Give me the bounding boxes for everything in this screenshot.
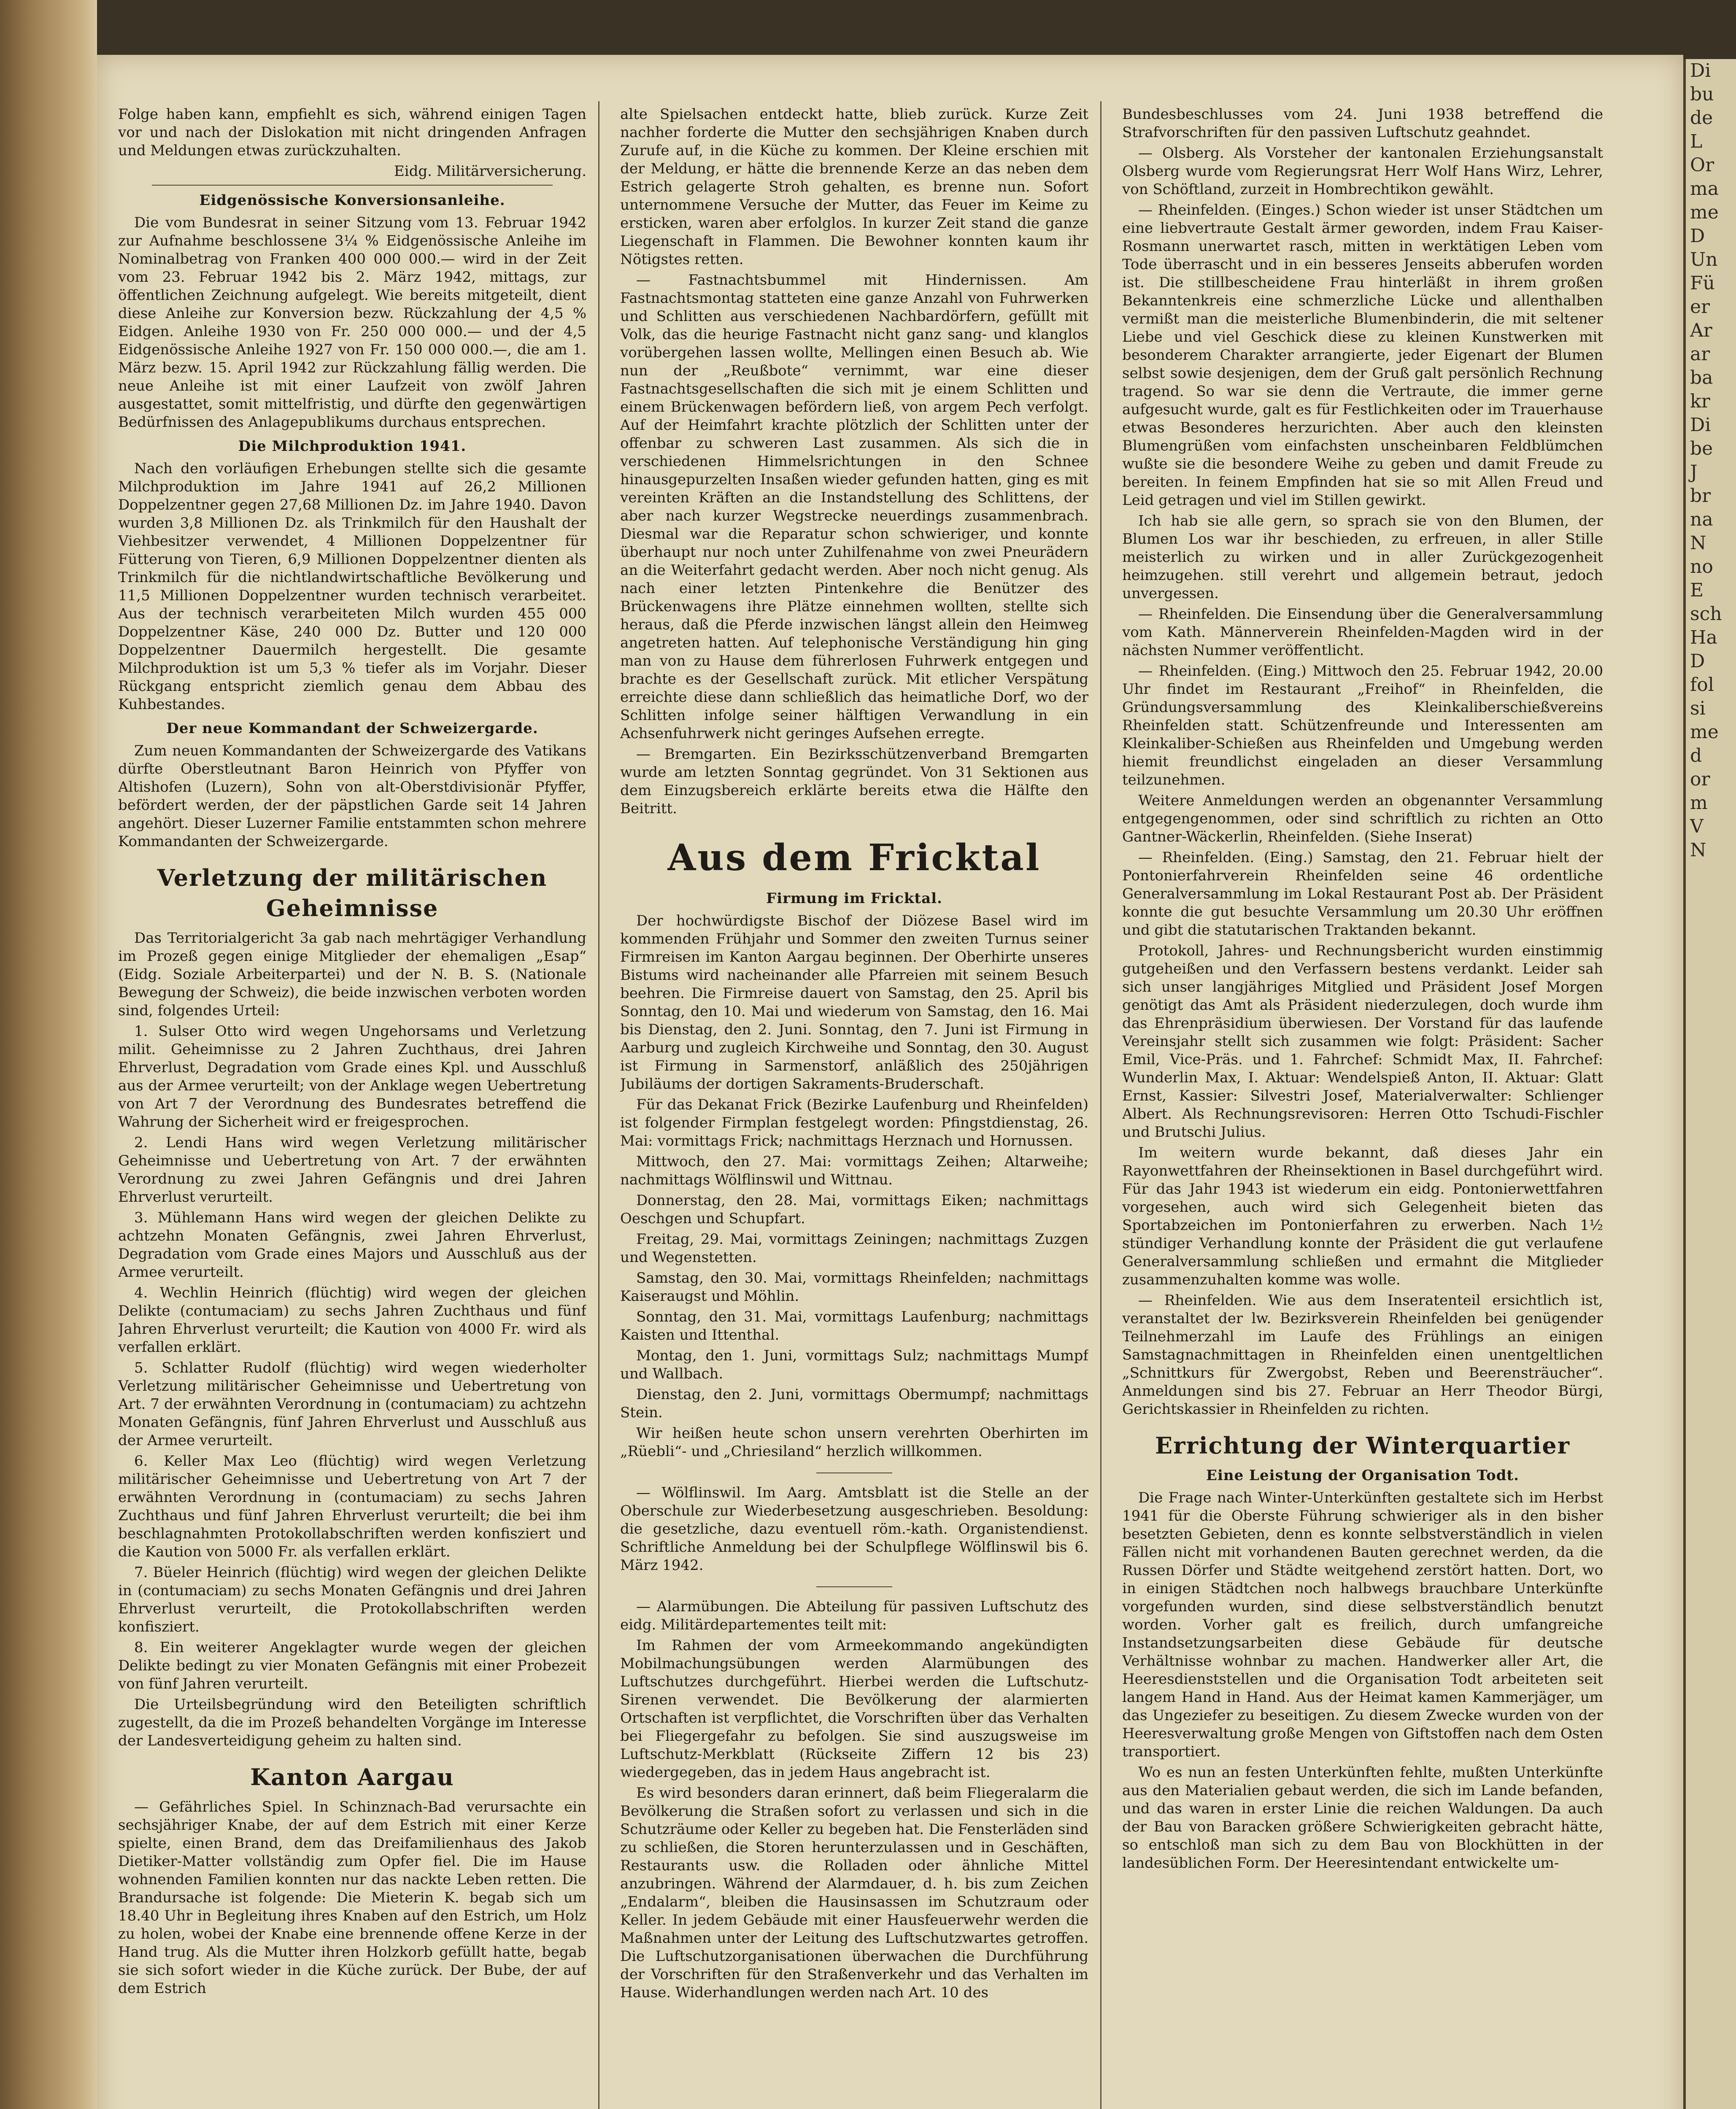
next-page-fragment: me — [1690, 721, 1719, 743]
next-page-fragment: L — [1690, 131, 1703, 152]
next-page-fragment: Di — [1690, 414, 1711, 436]
paragraph: Wir heißen heute schon unsern verehrten Oberhirten im „Rüebli“- und „Chriesiland“ herzlich willkommen. — [620, 1425, 1088, 1460]
subheadline: Eine Leistung der Organisation Todt. — [1206, 1467, 1519, 1484]
book-binding-edge — [0, 0, 97, 2109]
column-rule — [1100, 101, 1102, 2109]
next-page-fragment: bu — [1690, 84, 1714, 105]
next-page-fragment: ma — [1690, 178, 1719, 200]
next-page-fragment: sch — [1690, 603, 1722, 625]
paragraph: 5. Schlatter Rudolf (flüchtig) wird wegen wiederholter Verletzung militärischer Geheimnisse und Uebertretung von Art. 7 der erwähnten Verordnung in (contumaciam) zu achtzehn Monaten Gefängnis, fünf Jahren Ehrverlust und Ausschluß aus der Armee verurteilt. — [118, 1359, 586, 1449]
paragraph: Samstag, den 30. Mai, vormittags Rheinfelden; nachmittags Kaiseraugst und Möhlin. — [620, 1270, 1088, 1305]
next-page-fragment: kr — [1690, 391, 1710, 412]
next-page-fragment: Ar — [1690, 320, 1712, 341]
next-page-fragment: Or — [1690, 154, 1714, 176]
column-1 — [118, 105, 586, 2109]
next-page-fragment: J — [1690, 461, 1698, 483]
paragraph: 3. Mühlemann Hans wird wegen der gleichen Delikte zu achtzehn Monaten Gefängnis, zwei Jahren Ehrverlust, Degradation vom Grade eines Majors und Ausschluß aus der Armee verurteilt. — [118, 1209, 586, 1281]
paragraph: — Rheinfelden. (Eing.) Mittwoch den 25. Februar 1942, 20.00 Uhr findet im Restaurant „Freihof“ in Rheinfelden, die Gründungsversammlung des Kleinkaliberschießvereins Rheinfelden statt. Schützenfreunde und Interessenten am Kleinkaliber-Schießen aus Rheinfelden und Umgebung werden hiemit freundlichst eingeladen an dieser Versammlung teilzunehmen. — [1122, 663, 1603, 788]
next-page-fragment: me — [1690, 202, 1719, 223]
paragraph: — Rheinfelden. (Eing.) Samstag, den 21. Februar hielt der Pontonierfahrverein Rheinfelden seine 46 ordentliche Generalversammlung im Lokal Restaurant Post ab. Der Präsident konnte die gut besuchte Versammlung um 20.30 Uhr eröffnen und gibt die statutarischen Traktanden bekannt. — [1122, 849, 1603, 939]
subheadline: Firmung im Fricktal. — [766, 890, 942, 907]
next-page-fragment: V — [1690, 816, 1704, 837]
section-headline: Aus dem Fricktal — [667, 836, 1041, 879]
next-page-fragment: br — [1690, 485, 1711, 507]
column-3 — [1122, 105, 1603, 2109]
paragraph: Freitag, 29. Mai, vormittags Zeiningen; nachmittags Zuzgen und Wegenstetten. — [620, 1231, 1088, 1266]
next-page-edge — [1683, 59, 1736, 2109]
paragraph: Bundesbeschlusses vom 24. Juni 1938 betreffend die Strafvorschriften für den passiven Luftschutz geahndet. — [1122, 106, 1603, 141]
paragraph: Mittwoch, den 27. Mai: vormittags Zeihen; Altarweihe; nachmittags Wölflinswil und Wittnau. — [620, 1153, 1088, 1188]
next-page-fragment: ar — [1690, 343, 1710, 365]
paragraph: Der hochwürdigste Bischof der Diözese Basel wird im kommenden Frühjahr und Sommer den zweiten Turnus seiner Firmreisen im Kanton Aargau beginnen. Der Oberhirte unseres Bistums wird nacheinander alle Pfarreien mit seinem Besuch beehren. Die Firmreise dauert von Samstag, den 25. April bis Sonntag, den 10. Mai und wiederum von Samstag, den 16. Mai bis Dienstag, den 2. Juni. Sonntag, den 7. Juni ist Firmung in Aarburg und zugleich Kirchweihe und Sonntag, den 30. August ist Firmung in Sarmenstorf, anläßlich des 250jährigen Jubiläums der dortigen Sakraments-Bruderschaft. — [620, 912, 1088, 1092]
next-page-fragment: Un — [1690, 249, 1718, 270]
paragraph: — Rheinfelden. Wie aus dem Inseratenteil ersichtlich ist, veranstaltet der lw. Bezirksverein Rheinfelden bei genügender Teilnehmerzahl im Laufe des Frühlings an einigen Samstagnachmittagen in Rheinfelden einen unentgeltlichen „Schnittkurs für Zwergobst, Reben und Beerensträucher“. Anmeldungen sind bis 27. Februar an Herr Theodor Bürgi, Gerichtskassier in Rheinfelden zu richten. — [1122, 1292, 1603, 1418]
section-headline: Verletzung der militärischen Geheimnisse — [157, 864, 548, 922]
paragraph: Montag, den 1. Juni, vormittags Sulz; nachmittags Mumpf und Wallbach. — [620, 1347, 1088, 1382]
next-page-fragment: m — [1690, 792, 1708, 814]
next-page-fragment: D — [1690, 650, 1705, 672]
column-2 — [620, 105, 1088, 2109]
subheadline: Die Milchproduktion 1941. — [238, 438, 467, 455]
subheadline: Eidgenössische Konversionsanleihe. — [199, 192, 505, 209]
paragraph: Die Frage nach Winter-Unterkünften gestaltete sich im Herbst 1941 für die Oberste Führung schwieriger als in den bisher besetzten Gebieten, denn es konnte selbstverständlich in vielen Fällen nicht mit vorhandenen Bauten gerechnet werden, da die Russen Dörfer und Städte weitgehend zerstört hatten. Dort, wo in einigen Städtchen noch halbwegs brauchbare Unterkünfte vorgefunden wurden, sind diese selbstverständlich benutzt worden. Vorher galt es freilich, durch umfangreiche Instandsetzungsarbeiten diese Gebäude für deutsche Verhältnisse wohnbar zu machen. Handwerker aller Art, die Heeresdienststellen und die Organisation Todt arbeiteten seit langem Hand in Hand. Aus der Heimat kamen Kammerjäger, um das Ungeziefer zu beseitigen. Zu diesem Zwecke wurden von der Heeresverwaltung große Mengen von Giftstoffen nach dem Osten transportiert. — [1122, 1489, 1603, 1760]
paragraph: Die vom Bundesrat in seiner Sitzung vom 13. Februar 1942 zur Aufnahme beschlossene 3¼ % Eidgenössische Anleihe im Nominalbetrag von Franken 400 000 000.— wird in der Zeit vom 23. Februar 1942 bis 2. März 1942, mittags, zur öffentlichen Zeichnung aufgelegt. Wie bereits mitgeteilt, dient diese Anleihe zur Konversion bezw. Rückzahlung der 4,5 % Eidgen. Anleihe 1930 von Fr. 250 000 000.— und der 4,5 Eidgenössische Anleihe 1927 von Fr. 150 000 000.—, die am 1. März bezw. 15. April 1942 zur Rückzahlung fällig werden. Die neue Anleihe ist mit einer Laufzeit von zwölf Jahren ausgestattet, somit mittelfristig, und dürfte den gegenwärtigen Bedürfnissen des Anlagepublikums durchaus entsprechen. — [118, 214, 586, 431]
paragraph: Sonntag, den 31. Mai, vormittags Laufenburg; nachmittags Kaisten und Ittenthal. — [620, 1308, 1088, 1343]
paragraph: 1. Sulser Otto wird wegen Ungehorsams und Verletzung milit. Geheimnisse zu 2 Jahren Zuchthaus, drei Jahren Ehrverlust, Degradation vom Grade eines Kpl. und Ausschluß aus der Armee verurteilt; von der Anklage wegen Uebertretung von Art 7 der Verordnung des Bundesrates betreffend die Wahrung der Sicherheit wird er freigesprochen. — [118, 1023, 586, 1130]
subheadline: Der neue Kommandant der Schweizergarde. — [166, 720, 538, 737]
next-page-fragment: d — [1690, 745, 1702, 766]
paragraph: — Alarmübungen. Die Abteilung für passiven Luftschutz des eidg. Militärdepartementes teilt mit: — [620, 1598, 1088, 1633]
divider — [620, 1463, 1088, 1481]
paragraph: Ich hab sie alle gern, so sprach sie von den Blumen, der Blumen Los war ihr beschieden, zu erfreuen, in aller Stille meisterlich zu wirken und in aller Zurückgezogenheit heimzugehen. still verehrt und allgemein betraut, jedoch unvergessen. — [1122, 512, 1603, 602]
paragraph: Dienstag, den 2. Juni, vormittags Obermumpf; nachmittags Stein. — [620, 1386, 1088, 1421]
paragraph: — Rheinfelden. (Einges.) Schon wieder ist unser Städtchen um eine liebvertraute Gestalt ärmer geworden, indem Frau Kaiser-Rosmann unerwartet rasch, mitten in werktätigen Leben vom Tode überrascht und in ein besseres Jenseits abberufen worden ist. Die stillbescheidene Frau hinterläßt in ihrem großen Bekanntenkreis eine schmerzliche Lücke und allenthalben vermißt man die meisterliche Blumenbinderin, die mit seltener Liebe und viel Geschick diese zu kleinen Kunstwerken mit besonderem Charakter arrangierte, jeder Eigenart der Blumen selbst sowie desjenigen, dem der Gruß galt persönlich Rechnung tragend. So war sie denn die Vertraute, die immer gerne aufgesucht wurde, galt es für Festlichkeiten oder im Trauerhause etwas Besonderes herzurichten. Aber auch den kleinsten Blumengrüßen vom einfachsten unscheinbaren Feldblümchen wußte sie die besondere Weihe zu geben und damit Freude zu bereiten. In feinem Empfinden hat sie so mit Allen Freud und Leid getragen und viel im Stillen gewirkt. — [1122, 202, 1603, 509]
paragraph: Es wird besonders daran erinnert, daß beim Fliegeralarm die Bevölkerung die Straßen sofort zu verlassen und sich in die Schutzräume oder Keller zu begeben hat. Die Fensterläden sind zu schließen, die Storen herunterzulassen und in Geschäften, Restaurants usw. die Rolladen oder ähnliche Mittel anzubringen. Während der Alarmdauer, d. h. bis zum Zeichen „Endalarm“, bleiben die Hausinsassen im Schutzraum oder Keller. In jedem Gebäude mit einer Hausfeuerwehr werden die Maßnahmen unter der Leitung des Luftschutzwartes getroffen. Die Luftschutzorganisationen überwachen die Durchführung der Vorschriften für den Straßenverkehr und das Verhalten im Hause. Widerhandlungen werden nach Art. 10 des — [620, 1785, 1088, 2001]
paragraph: Im weitern wurde bekannt, daß dieses Jahr ein Rayonwettfahren der Rheinsektionen in Basel durchgeführt wird. Für das Jahr 1943 ist wiederum ein eidg. Pontonierwettfahren vorgesehen, auch wird sich Gelegenheit bieten das Sportabzeichen im Pontonierfahren zu erwerben. Nach 1½ stündiger Verhandlung konnte der Präsident die gut verlaufene Generalversammlung schließen und ermahnt die Mitglieder zusammenzuhalten komme was wolle. — [1122, 1144, 1603, 1288]
next-page-fragment: si — [1690, 698, 1706, 719]
paragraph: Protokoll, Jahres- und Rechnungsbericht wurden einstimmig gutgeheißen und den Verfassern bestens verdankt. Leider sah sich unser langjähriges Mitglied und Präsident Josef Morgen genötigt das Amt als Präsident niederzulegen, doch wurde ihm das Ehrenpräsidium überwiesen. Der Vorstand für das laufende Vereinsjahr stellt sich zusammen wie folgt: Präsident: Sacher Emil, Vice-Präs. und 1. Fahrchef: Schmidt Max, II. Fahrchef: Wunderlin Max, I. Aktuar: Wendelspieß Anton, II. Aktuar: Glatt Ernst, Kassier: Silvestri Josef, Materialverwalter: Schlienger Albert. Als Rechnungsrevisoren: Herren Otto Tschudi-Fischler und Brutschi Julius. — [1122, 942, 1603, 1141]
newspaper-page — [97, 55, 1683, 2109]
next-page-fragment: Di — [1690, 60, 1711, 81]
next-page-fragment: N — [1690, 839, 1706, 861]
paragraph: — Olsberg. Als Vorsteher der kantonalen Erziehungsanstalt Olsberg wurde vom Regierungsrat Herr Wolf Hans Wirz, Lehrer, von Schöftland, zurzeit in Hombrechtikon gewählt. — [1122, 145, 1603, 198]
next-page-fragment: na — [1690, 509, 1713, 530]
next-page-fragment: er — [1690, 296, 1710, 318]
paragraph: 8. Ein weiterer Angeklagter wurde wegen der gleichen Delikte bedingt zu vier Monaten Gefängnis mit einer Probezeit von fünf Jahren verurteilt. — [118, 1639, 586, 1692]
paragraph: Wo es nun an festen Unterkünften fehlte, mußten Unterkünfte aus den Materialien gebaut werden, die sich im Lande befanden, und das waren in erster Linie die reichen Waldungen. Da auch der Bau von Baracken größere Schwierigkeiten gebracht hätte, so entschloß man sich zu dem Bau von Blockhütten in der landesüblichen Form. Der Heeresintendant entwickelte um- — [1122, 1764, 1603, 1872]
paragraph: Das Territorialgericht 3a gab nach mehrtägiger Verhandlung im Prozeß gegen einige Mitglieder der ehemaligen „Esap“ (Eidg. Soziale Arbeiterpartei) und der N. B. S. (Nationale Bewegung der Schweiz), die beide inzwischen verboten worden sind, folgendes Urteil: — [118, 930, 586, 1019]
paragraph: Weitere Anmeldungen werden an obgenannter Versammlung entgegengenommen, oder sind schriftlich zu richten an Otto Gantner-Wäckerlin, Rheinfelden. (Siehe Inserat) — [1122, 792, 1603, 845]
next-page-fragment: D — [1690, 225, 1705, 247]
paragraph: Für das Dekanat Frick (Bezirke Laufenburg und Rheinfelden) ist folgender Firmplan festgelegt worden: Pfingstdienstag, 26. Mai: vormittags Frick; nachmittags Herznach und Hornussen. — [620, 1096, 1088, 1149]
paragraph: — Fastnachtsbummel mit Hindernissen. Am Fastnachtsmontag statteten eine ganze Anzahl von Fuhrwerken und Schlitten aus verschiedenen Nachbardörfern, gefüllt mit Volk, das die heurige Fastnacht nicht ganz sang- und klanglos vorübergehen lassen wollte, Mellingen einen Besuch ab. Wie nun der „Reußbote“ vernimmt, war eine dieser Fastnachtsgesellschaften die sich mit je einem Schlitten und einem Brückenwagen befördern ließ, von argem Pech verfolgt. Auf der Heimfahrt krachte plötzlich der Schlitten unter der offenbar zu schweren Last zusammen. Als sich die in verschiedenen Himmelsrichtungen in den Schnee hinausgepurzelten Insaßen wieder gefunden hatten, ging es mit vereinten Kräften an die Instandstellung des Schlittens, der aber nach kurzer Wegstrecke neuerdings zusammenbrach. Diesmal war die Reparatur schon schwieriger, und konnte überhaupt nur noch unter Zuhilfenahme von zwei Pneurädern an die Weiterfahrt gedacht werden. Aber noch nicht genug. Als nach einer letzten Pintenkehre die Benützer des Brückenwagens ihre Plätze einnehmen wollten, stellte sich heraus, daß die Pferde inzwischen längst allein den Heimweg angetreten hatten. Auf telephonische Verständigung hin ging man von zu Hause dem führerlosen Fuhrwerk entgegen und brachte es der Gesellschaft zurück. Mit etlicher Verspätung erreichte diese dann schließlich das heimatliche Dorf, wo der Schlitten infolge seiner hälftigen Verwandlung in ein Achsenfuhrwerk nicht geringes Aufsehen erregte. — [620, 272, 1088, 742]
next-page-fragment: or — [1690, 769, 1710, 790]
next-page-fragment: de — [1690, 107, 1713, 129]
next-page-fragment: N — [1690, 532, 1706, 554]
divider — [620, 1577, 1088, 1595]
next-page-fragment: no — [1690, 556, 1713, 577]
paragraph: Im Rahmen der vom Armeekommando angekündigten Mobilmachungsübungen werden Alarmübungen des Luftschutzes durchgeführt. Hierbei werden die Luftschutz-Sirenen verwendet. Die Bevölkerung der alarmierten Ortschaften ist verpflichtet, die Vorschriften über das Verhalten bei Fliegergefahr zu befolgen. Sie sind auszugsweise im Luftschutz-Merkblatt (Rückseite Ziffern 12 bis 23) wiedergegeben, das in jedem Haus angebracht ist. — [620, 1637, 1088, 1781]
section-headline: Errichtung der Winterquartier — [1155, 1432, 1571, 1459]
paragraph: Nach den vorläufigen Erhebungen stellte sich die gesamte Milchproduktion im Jahre 1941 auf 26,2 Millionen Doppelzentner gegen 27,68 Millionen Dz. im Jahre 1940. Davon wurden 3,8 Millionen Dz. als Trinkmilch für den Haushalt der Viehbesitzer verwendet, 4 Millionen Doppelzentner für Fütterung von Tieren, 6,9 Millionen Doppelzentner dienten als Trinkmilch für die nichtlandwirtschaftliche Bevölkerung und 11,5 Millionen Doppelzentner wurden technisch verarbeitet. Aus der technisch verarbeiteten Milch wurden 455 000 Doppelzentner Käse, 240 000 Dz. Butter und 120 000 Doppelzentner Dauermilch hergestellt. Die gesamte Milchproduktion ist um 5,3 % tiefer als im Vorjahr. Dieser Rückgang entspricht ziemlich genau dem Abbau des Kuhbestandes. — [118, 460, 586, 713]
divider — [152, 185, 553, 186]
next-page-fragment: Fü — [1690, 272, 1715, 294]
paragraph: 6. Keller Max Leo (flüchtig) wird wegen Verletzung militärischer Geheimnisse und Uebertretung von Art 7 der erwähnten Verordnung in (contumaciam) zu sechs Jahren Zuchthaus und fünf Jahren Ehrverlust verurteilt; die bei ihm beschlagnahmten Protokollabschriften werden konfisziert und die Kaution von 5000 Fr. als verfallen erklärt. — [118, 1453, 586, 1560]
signature: Eidg. Militärversicherung. — [394, 163, 586, 180]
paragraph: — Rheinfelden. Die Einsendung über die Generalversammlung vom Kath. Männerverein Rheinfelden-Magden wird in der nächsten Nummer veröffentlicht. — [1122, 606, 1603, 659]
paragraph: — Wölflinswil. Im Aarg. Amtsblatt ist die Stelle an der Oberschule zur Wiederbesetzung ausgeschrieben. Besoldung: die gesetzliche, dazu eventuell röm.-kath. Organistendienst. Schriftliche Anmeldung bei der Schulpflege Wölflinswil bis 6. März 1942. — [620, 1484, 1088, 1574]
next-page-fragment: Ha — [1690, 627, 1717, 648]
paragraph: 2. Lendi Hans wird wegen Verletzung militärischer Geheimnisse und Uebertretung von Art. 7 der erwähnten Verordnung zu zwei Jahren Gefängnis und drei Jahren Ehrverlust verurteilt. — [118, 1134, 586, 1206]
next-page-fragment: E — [1690, 580, 1704, 601]
paragraph: 7. Büeler Heinrich (flüchtig) wird wegen der gleichen Delikte in (contumaciam) zu sechs Monaten Gefängnis und drei Jahren Ehrverlust verurteilt, die Protokollabschriften werden konfisziert. — [118, 1564, 586, 1635]
next-page-fragment: ba — [1690, 367, 1713, 388]
paragraph: Zum neuen Kommandanten der Schweizergarde des Vatikans dürfte Oberstleutnant Baron Heinrich von Pfyffer von Altishofen (Luzern), Sohn von alt-Oberstdivisionär Pfyffer, befördert werden, der der päpstlichen Garde seit 14 Jahren angehört. Dieser Luzerner Familie entstammten schon mehrere Kommandanten der Schweizergarde. — [118, 742, 586, 850]
paragraph: — Bremgarten. Ein Bezirksschützenverband Bremgarten wurde am letzten Sonntag gegründet. Von 31 Sektionen aus dem Einzugsbereich erklärte bereits etwa die Hälfte den Beitritt. — [620, 746, 1088, 817]
next-page-fragment: fol — [1690, 674, 1714, 696]
paragraph: Donnerstag, den 28. Mai, vormittags Eiken; nachmittags Oeschgen und Schupfart. — [620, 1192, 1088, 1227]
next-page-fragment: be — [1690, 438, 1713, 459]
paragraph: Folge haben kann, empfiehlt es sich, während einigen Tagen vor und nach der Dislokation mit nicht dringenden Anfragen und Meldungen etwas zurückzuhalten. — [118, 106, 586, 159]
column-rule — [598, 101, 599, 2109]
paragraph: 4. Wechlin Heinrich (flüchtig) wird wegen der gleichen Delikte (contumaciam) zu sechs Jahren Zuchthaus und fünf Jahren Ehrverlust verurteilt; die Kaution von 4000 Fr. wird als verfallen erklärt. — [118, 1284, 586, 1356]
section-headline: Kanton Aargau — [250, 1764, 454, 1791]
paragraph: alte Spielsachen entdeckt hatte, blieb zurück. Kurze Zeit nachher forderte die Mutter den sechsjährigen Knaben durch Zurufe auf, in die Küche zu kommen. Der Kleine erschien mit der Meldung, er hätte die brennende Kerze an das neben dem Estrich gelagerte Stroh gehalten, es brenne nun. Sofort unternommene Versuche der Mutter, das Feuer im Keime zu ersticken, waren aber erfolglos. In kurzer Zeit stand die ganze Liegenschaft in Flammen. Die Bewohner konnten kaum ihr Nötigstes retten. — [620, 106, 1088, 268]
paragraph: Die Urteilsbegründung wird den Beteiligten schriftlich zugestellt, da die im Prozeß behandelten Vorgänge im Interesse der Landesverteidigung geheim zu halten sind. — [118, 1696, 586, 1749]
paragraph: — Gefährliches Spiel. In Schinznach-Bad verursachte ein sechsjähriger Knabe, der auf dem Estrich mit einer Kerze spielte, einen Brand, dem das Dreifamilienhaus des Jakob Dietiker-Matter vollständig zum Opfer fiel. Die im Hause wohnenden Familien konnten nur das nackte Leben retten. Die Brandursache ist folgende: Die Mieterin K. begab sich um 18.40 Uhr in Begleitung ihres Knaben auf den Estrich, um Holz zu holen, wobei der Knabe eine brennende offene Kerze in der Hand trug. Als die Mutter ihren Holzkorb gefüllt hatte, begab sie sich sofort wieder in die Küche zurück. Der Bube, der auf dem Estrich — [118, 1799, 586, 1997]
